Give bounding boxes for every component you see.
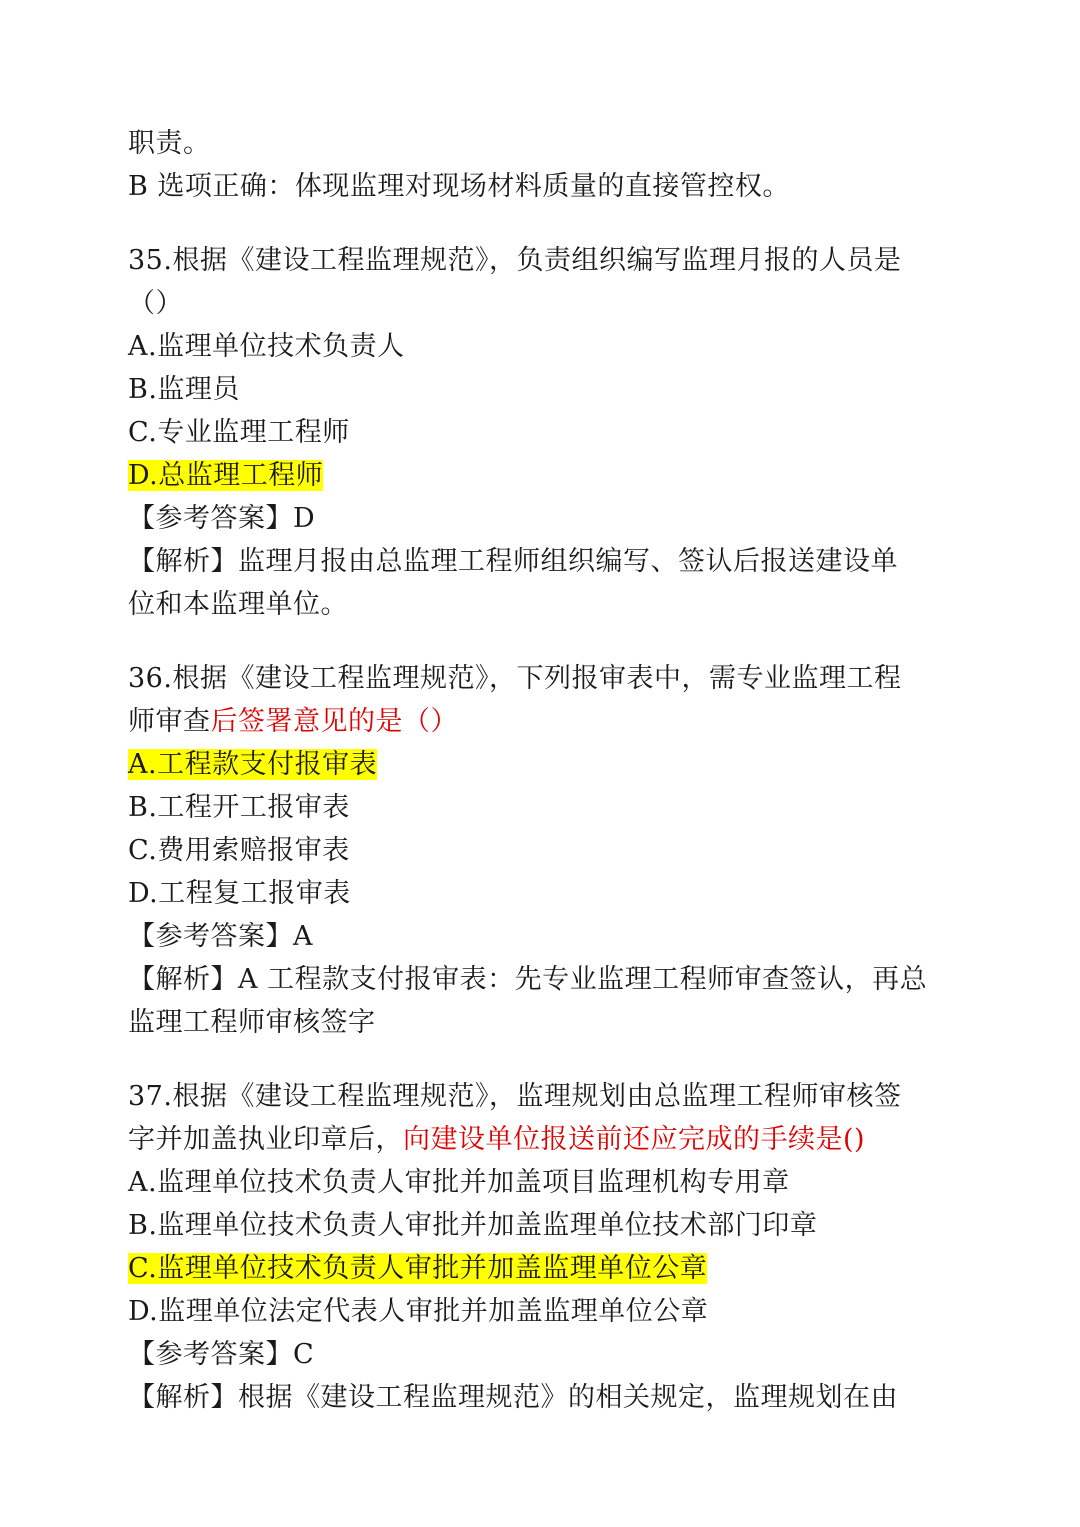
question-37-stem-red: 向建设单位报送前还应完成的手续是() [403,1124,866,1155]
question-35-stem: 35.根据《建设工程监理规范》，负责组织编写监理月报的人员是 [128,245,902,276]
question-36-option-b: B.工程开工报审表 [128,792,350,823]
question-35-analysis-cont: 位和本监理单位。 [128,589,348,620]
spacer [128,208,958,239]
question-37-answer: 【参考答案】C [128,1339,315,1370]
spacer [128,1044,958,1075]
question-36 [128,657,958,1044]
question-36-option-a-highlighted: A.工程款支付报审表 [128,749,378,780]
question-36-analysis-cont: 监理工程师审核签字 [128,1007,376,1038]
prev-question-tail: 职责。 [128,128,211,159]
question-36-option-c: C.费用索赔报审表 [128,835,350,866]
question-37-option-c-highlighted: C.监理单位技术负责人审批并加盖监理单位公章 [128,1253,708,1284]
document-page [128,122,958,1419]
question-36-analysis: 【解析】A 工程款支付报审表：先专业监理工程师审查签认，再总 [128,964,928,995]
question-35-option-b: B.监理员 [128,374,240,405]
question-35-stem-cont: （） [128,288,183,319]
question-37-option-d: D.监理单位法定代表人审批并加盖监理单位公章 [128,1296,709,1327]
question-36-stem: 36.根据《建设工程监理规范》，下列报审表中，需专业监理工程 [128,663,902,694]
question-37 [128,1075,958,1419]
question-35-option-a: A.监理单位技术负责人 [128,331,405,362]
question-36-option-d: D.工程复工报审表 [128,878,351,909]
spacer [128,626,958,657]
question-37-stem: 37.根据《建设工程监理规范》，监理规划由总监理工程师审核签 [128,1081,902,1112]
question-35-analysis: 【解析】监理月报由总监理工程师组织编写、签认后报送建设单 [128,546,898,577]
question-35-answer: 【参考答案】D [128,503,316,534]
question-35-option-d-highlighted: D.总监理工程师 [128,460,324,491]
prev-option-b-explanation: B 选项正确：体现监理对现场材料质量的直接管控权。 [128,171,790,202]
question-37-option-a: A.监理单位技术负责人审批并加盖项目监理机构专用章 [128,1167,790,1198]
question-36-stem-plain: 师审查 [128,706,211,737]
question-36-stem-cont [128,700,958,743]
question-36-answer: 【参考答案】A [128,921,313,952]
question-35-option-c: C.专业监理工程师 [128,417,350,448]
question-37-analysis: 【解析】根据《建设工程监理规范》的相关规定，监理规划在由 [128,1382,898,1413]
question-37-option-b: B.监理单位技术负责人审批并加盖监理单位技术部门印章 [128,1210,818,1241]
question-37-stem-plain: 字并加盖执业印章后， [128,1124,403,1155]
question-36-stem-red: 后签署意见的是（） [210,706,458,737]
question-35 [128,239,958,626]
question-37-stem-cont [128,1118,958,1161]
